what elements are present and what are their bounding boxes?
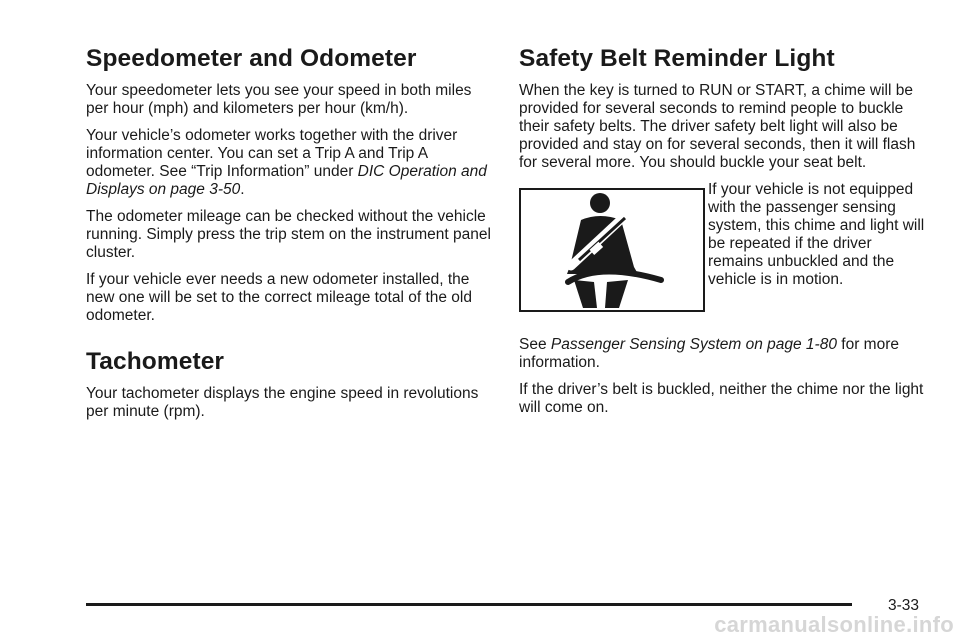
tachometer-heading: Tachometer [86,348,225,375]
see-prefix: See [519,336,551,353]
safety-belt-paragraph-1: When the key is turned to RUN or START, a chime will be provided for several seconds to remind people to buckle their safety belts. The driver safety belt light will also be provided and stay on for several seconds, then it will flash for several more. You should buckle your seat belt. [519,82,916,171]
speedometer-paragraph-4: If your vehicle ever needs a new odometer installed, the new one will be set to the correct mileage total of the old odometer. [86,271,472,324]
speedometer-paragraph-2-end: . [240,181,245,198]
passenger-sensing-reference[interactable]: Passenger Sensing System on page 1-80 [550,336,837,353]
safety-belt-icon [521,190,703,310]
right-column [519,44,929,426]
safety-belt-heading: Safety Belt Reminder Light [519,45,835,72]
footer-divider [86,603,852,606]
safety-belt-figure [519,188,705,312]
safety-belt-section [519,44,929,417]
figure-row [519,181,929,336]
safety-belt-see-paragraph [519,336,929,372]
speedometer-paragraph-2 [86,127,496,199]
left-column [86,44,496,430]
tachometer-paragraph-1: Your tachometer displays the engine speed in revolutions per minute (rpm). [86,385,479,420]
watermark-text: carmanualsonline.info [714,612,954,637]
tachometer-section [86,347,496,421]
safety-belt-last-paragraph: If the driver’s belt is buckled, neither the chime nor the light will come on. [519,381,924,416]
speedometer-paragraph-2-text: Your vehicle’s odometer works together with the driver information center. You can set a Trip A and Trip A odometer. See “Trip Information” under [86,127,458,180]
see-suffix: for more information. [519,336,899,371]
dic-operation-reference[interactable]: DIC Operation and Displays on page 3-50 [86,163,487,198]
speedometer-section [86,44,496,325]
page-number: 3-33 [888,597,920,614]
speedometer-heading: Speedometer and Odometer [86,45,417,72]
speedometer-paragraph-3: The odometer mileage can be checked without the vehicle running. Simply press the trip stem on the instrument panel cluster. [86,208,491,261]
speedometer-paragraph-1: Your speedometer lets you see your speed in both miles per hour (mph) and kilometers per hour (km/h). [86,82,472,117]
figure-caption-text: If your vehicle is not equipped with the passenger sensing system, this chime and light will be repeated if the driver remains unbuckled and the vehicle is in motion. [708,181,925,288]
